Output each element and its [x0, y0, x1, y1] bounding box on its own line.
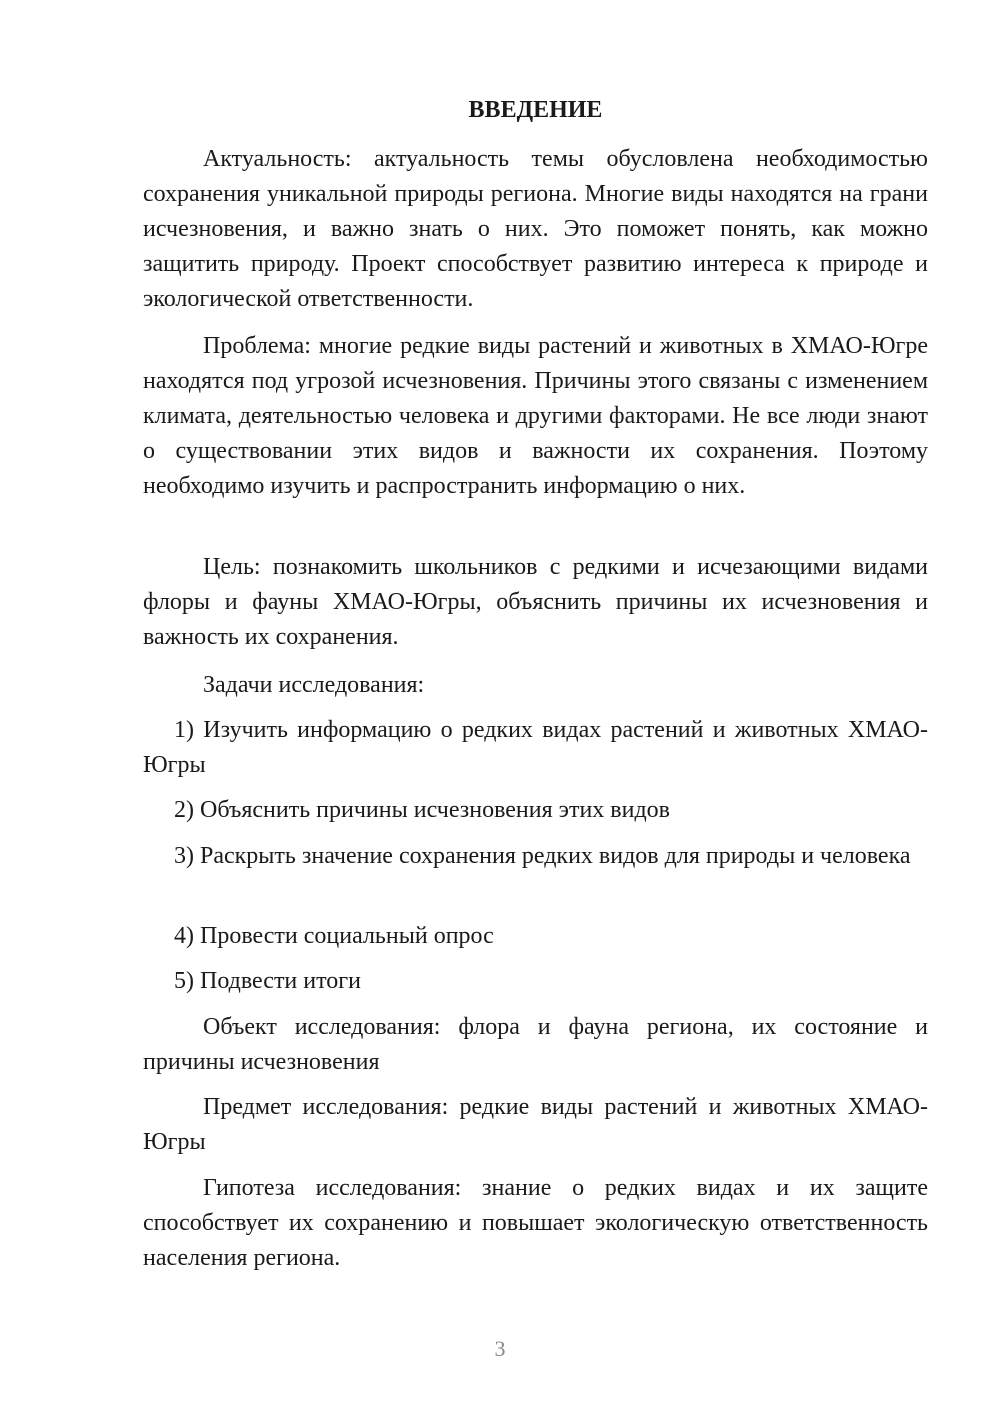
problem-paragraph: Проблема: многие редкие виды растений и животных в ХМАО-Югре находятся под угрозой исчезновения. Причины этого связаны с изменением климата, деятельностью человека и другими факторами. Не все люди знают о существовании этих видов и важности их сохранения. Поэтому необходимо изучить и распространить информацию о них. — [143, 333, 928, 499]
goal-paragraph: Цель: познакомить школьников с редкими и исчезающими видами флоры и фауны ХМАО-Югры, объяснить причины их исчезновения и важность их сохранения. — [143, 554, 928, 650]
task-item-5: 5) Подвести итоги — [174, 968, 361, 994]
hypothesis-paragraph: Гипотеза исследования: знание о редких видах и их защите способствует их сохранению и повышает экологическую ответственность населения региона. — [143, 1175, 928, 1271]
page-number: 3 — [494, 1336, 506, 1361]
page-title: ВВЕДЕНИЕ — [468, 97, 603, 123]
object-paragraph: Объект исследования: флора и фауна региона, их состояние и причины исчезновения — [143, 1014, 928, 1075]
task-item-3: 3) Раскрыть значение сохранения редких видов для природы и человека — [174, 843, 911, 869]
relevance-paragraph: Актуальность: актуальность темы обусловлена необходимостью сохранения уникальной природы региона. Многие виды находятся на грани исчезновения, и важно знать о них. Это поможет понять, как можно защитить природу. Проект способствует развитию интереса к природе и экологической ответственности. — [143, 146, 928, 312]
task-item-2: 2) Объяснить причины исчезновения этих видов — [174, 797, 671, 823]
task-item-4: 4) Провести социальный опрос — [174, 923, 494, 949]
subject-paragraph: Предмет исследования: редкие виды растений и животных ХМАО-Югры — [143, 1094, 928, 1155]
tasks-heading: Задачи исследования: — [203, 672, 425, 698]
task-item-1: 1) Изучить информацию о редких видах растений и животных ХМАО-Югры — [143, 717, 928, 778]
